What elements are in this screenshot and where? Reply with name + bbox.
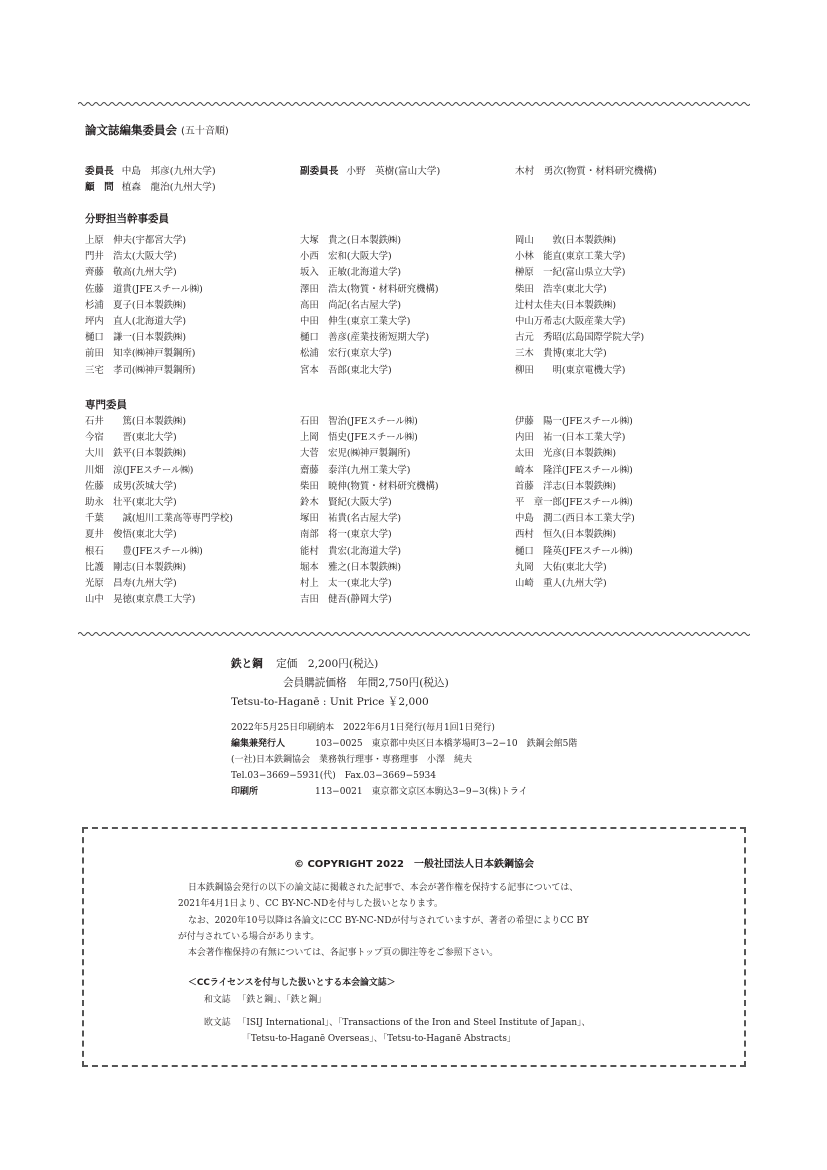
member-entry: 小西 宏和(大阪大学) <box>300 251 392 263</box>
member-entry: 高田 尚記(名古屋大学) <box>300 299 402 311</box>
wabun-label: 和文誌 <box>204 995 231 1005</box>
member-entry: 石井 篤(日本製鉄㈱) <box>85 416 187 427</box>
member-entry: 川畑 涼(JFEスチール㈱) <box>85 464 194 476</box>
member-entry: 澤田 浩太(物質・材料研究機構) <box>300 283 439 295</box>
member-entry: 松浦 宏行(東京大学) <box>300 348 392 360</box>
member-entry: 門井 浩太(大阪大学) <box>85 251 177 263</box>
member-entry: 大川 鉄平(日本製鉄㈱) <box>85 448 187 460</box>
copyright-line: 2021年4月1日より、CC BY-NC-NDを付与した扱いとなります。 <box>178 899 443 910</box>
copyright-line: 日本鉄鋼協会発行の以下の論文誌に掲載された記事で、本会が著作権を保持する記事については、 <box>188 883 579 893</box>
member-entry: 塚田 祐貴(名古屋大学) <box>300 513 402 525</box>
committee-title-note: (五十音順) <box>181 126 229 137</box>
member-entry: 齊藤 敬高(九州大学) <box>85 267 177 279</box>
member-entry: 根石 豊(JFEスチール㈱) <box>85 545 203 557</box>
editor-tel: Tel.03−3669−5931(代) Fax.03−3669−5934 <box>231 771 437 781</box>
wabun-journals: 「鉄と鋼」、「鉄と鋼」 <box>237 995 327 1005</box>
member-entry: 比護 剛志(日本製鉄㈱) <box>85 561 187 573</box>
cc-heading <box>188 975 395 991</box>
printer-label: 印刷所 <box>231 787 259 797</box>
member-entry: 岡山 敦(日本製鉄㈱) <box>515 235 617 246</box>
experts-col1 <box>85 414 233 608</box>
member-entry: 能村 貴宏(北海道大学) <box>300 545 402 557</box>
member-entry: 堀本 雅之(日本製鉄㈱) <box>300 561 402 573</box>
unit-price: Tetsu-to-Haganē : Unit Price ￥2,000 <box>231 696 429 708</box>
printer-line <box>231 785 528 801</box>
member-entry: 坪内 直人(北海道大学) <box>85 315 187 327</box>
field-secretaries-col3 <box>515 233 644 379</box>
member-entry: 南部 将一(東京大学) <box>300 529 392 541</box>
member-entry: 小林 能直(東京工業大学) <box>515 251 626 263</box>
member-entry: 首藤 洋志(日本製鉄㈱) <box>515 480 617 492</box>
copyright-line: なお、2020年10号以降は各論文にCC BY-NC-NDが付与されていますが、著者の希望によりCC BY <box>188 915 589 926</box>
member-entry: 中田 伸生(東京工業大学) <box>300 315 411 327</box>
member-entry: 鈴木 賢紀(大阪大学) <box>300 496 392 508</box>
obun-line <box>204 1015 590 1031</box>
cc-heading-text: ＜CCライセンスを付与した扱いとする本会論文誌＞ <box>188 978 396 988</box>
editor-line <box>231 737 577 753</box>
member-entry: 樋口 謙一(日本製鉄㈱) <box>85 332 187 344</box>
price-line <box>231 655 378 673</box>
member-entry: 榊原 一紀(富山県立大学) <box>515 267 626 279</box>
field-secretaries-col2 <box>300 233 439 379</box>
experts-col2 <box>300 414 439 608</box>
member-entry: 西村 恒久(日本製鉄㈱) <box>515 529 617 541</box>
member-entry: 伊藤 陽一(JFEスチール㈱) <box>515 416 633 427</box>
chair-line <box>85 163 216 177</box>
member-entry: 吉田 健吾(静岡大学) <box>300 594 392 606</box>
member-entry: 内田 祐一(日本工業大学) <box>515 432 626 444</box>
copyright-box <box>82 827 746 1067</box>
publication-dates: 2022年5月25日印刷納本 2022年6月1日発行(毎月1回1日発行) <box>231 723 495 733</box>
wabun-line <box>204 992 326 1008</box>
member-entry: 佐藤 道貴(JFEスチール㈱) <box>85 283 203 295</box>
member-entry: 太田 光彦(日本製鉄㈱) <box>515 448 617 460</box>
vice-chair-2-line <box>515 163 657 177</box>
chair-label: 委員長 <box>85 166 114 177</box>
field-secretaries-heading: 分野担当幹事委員 <box>85 213 169 225</box>
member-entry: 上岡 悟史(JFEスチール㈱) <box>300 432 418 444</box>
obun-label: 欧文誌 <box>204 1018 231 1028</box>
field-secretaries-col1 <box>85 233 203 379</box>
member-entry: 坂入 正敏(北海道大学) <box>300 267 402 279</box>
editor-address: 103−0025 東京都中央区日本橋茅場町3−2−10 鉄鋼会館5階 <box>315 739 578 749</box>
member-entry: 大塚 貴之(日本製鉄㈱) <box>300 235 402 246</box>
member-entry: 崎本 隆洋(JFEスチール㈱) <box>515 464 633 476</box>
member-price: 会員購読価格 年間2,750円(税込) <box>283 677 449 689</box>
top-divider <box>78 101 750 107</box>
printer-address: 113−0021 東京都文京区本駒込3−9−3(株)トライ <box>315 787 528 797</box>
member-entry: 大菅 宏児(㈱神戸製鋼所) <box>300 448 411 460</box>
member-entry: 齋藤 泰洋(九州工業大学) <box>300 464 411 476</box>
member-entry: 石田 智治(JFEスチール㈱) <box>300 416 418 427</box>
member-entry: 杉浦 夏子(日本製鉄㈱) <box>85 299 187 311</box>
editor-label: 編集兼発行人 <box>231 739 286 749</box>
copyright-body <box>178 880 718 961</box>
advisor-name: 植森 龍治(九州大学) <box>121 182 216 193</box>
advisor-label: 顧 問 <box>85 182 114 193</box>
journal-name: 鉄と鋼 <box>231 658 263 670</box>
member-entry: 三宅 孝司(㈱神戸製鋼所) <box>85 364 196 376</box>
member-entry: 村上 太一(東北大学) <box>300 577 392 589</box>
member-entry: 柴田 浩幸(東北大学) <box>515 283 607 295</box>
vice-chair-name: 小野 英樹(富山大学) <box>346 166 441 177</box>
member-entry: 夏井 俊悟(東北大学) <box>85 529 177 541</box>
obun-journals-1: 「ISIJ International」、「Transactions of the Iron and Steel Institute of Japan」、 <box>237 1018 591 1028</box>
copyright-line: 本会著作権保持の有無については、各記事トップ頁の脚注等をご参照下さい。 <box>188 948 499 959</box>
member-entry: 柳田 明(東京電機大学) <box>515 364 626 376</box>
vice-chair-line <box>300 163 440 177</box>
member-entry: 丸岡 大佑(東北大学) <box>515 561 607 573</box>
member-entry: 今宿 晋(東北大学) <box>85 432 177 444</box>
member-entry: 宮本 吾郎(東北大学) <box>300 364 392 376</box>
experts-heading: 専門委員 <box>85 399 127 411</box>
committee-title <box>85 122 229 138</box>
member-entry: 上原 伸夫(宇都宮大学) <box>85 235 187 246</box>
member-entry: 千葉 誠(旭川工業高等専門学校) <box>85 513 233 525</box>
member-entry: 樋口 隆英(JFEスチール㈱) <box>515 545 633 557</box>
member-entry: 助永 壮平(東北大学) <box>85 496 177 508</box>
member-entry: 中山万希志(大阪産業大学) <box>515 315 626 327</box>
vice-chair-2-name: 木村 勇次(物質・材料研究機構) <box>515 166 657 177</box>
member-entry: 平 章一郎(JFEスチール㈱) <box>515 496 633 508</box>
price: 定価 2,200円(税込) <box>276 658 379 670</box>
editor-org: (一社)日本鉄鋼協会 業務執行理事・専務理事 小澤 純夫 <box>231 755 473 765</box>
member-entry: 古元 秀昭(広島国際学院大学) <box>515 332 645 344</box>
vice-chair-label: 副委員長 <box>300 166 339 177</box>
member-entry: 山崎 重人(九州大学) <box>515 577 607 589</box>
committee-title-text: 論文誌編集委員会 <box>85 123 177 137</box>
experts-col3 <box>515 414 635 592</box>
member-entry: 前田 知幸(㈱神戸製鋼所) <box>85 348 196 360</box>
obun-journals-2: 「Tetsu-to-Haganē Overseas」、「Tetsu-to-Haganē Abstracts」 <box>242 1034 516 1044</box>
member-entry: 山中 晃徳(東京農工大学) <box>85 594 196 606</box>
advisor-line <box>85 179 216 193</box>
copyright-title: © COPYRIGHT 2022 一般社団法人日本鉄鋼協会 <box>293 859 535 870</box>
member-entry: 辻村太佳夫(日本製鉄㈱) <box>515 299 617 311</box>
bottom-divider <box>78 631 750 637</box>
member-entry: 中島 潤二(西日本工業大学) <box>515 513 635 525</box>
copyright-line: が付与されている場合があります。 <box>178 931 320 942</box>
member-entry: 佐藤 成男(茨城大学) <box>85 480 177 492</box>
member-entry: 柴田 暁伸(物質・材料研究機構) <box>300 480 439 492</box>
member-entry: 光原 昌寿(九州大学) <box>85 577 177 589</box>
member-entry: 三木 貴博(東北大学) <box>515 348 607 360</box>
chair-name: 中島 邦彦(九州大学) <box>121 166 216 177</box>
member-entry: 樋口 善彦(産業技術短期大学) <box>300 332 430 344</box>
